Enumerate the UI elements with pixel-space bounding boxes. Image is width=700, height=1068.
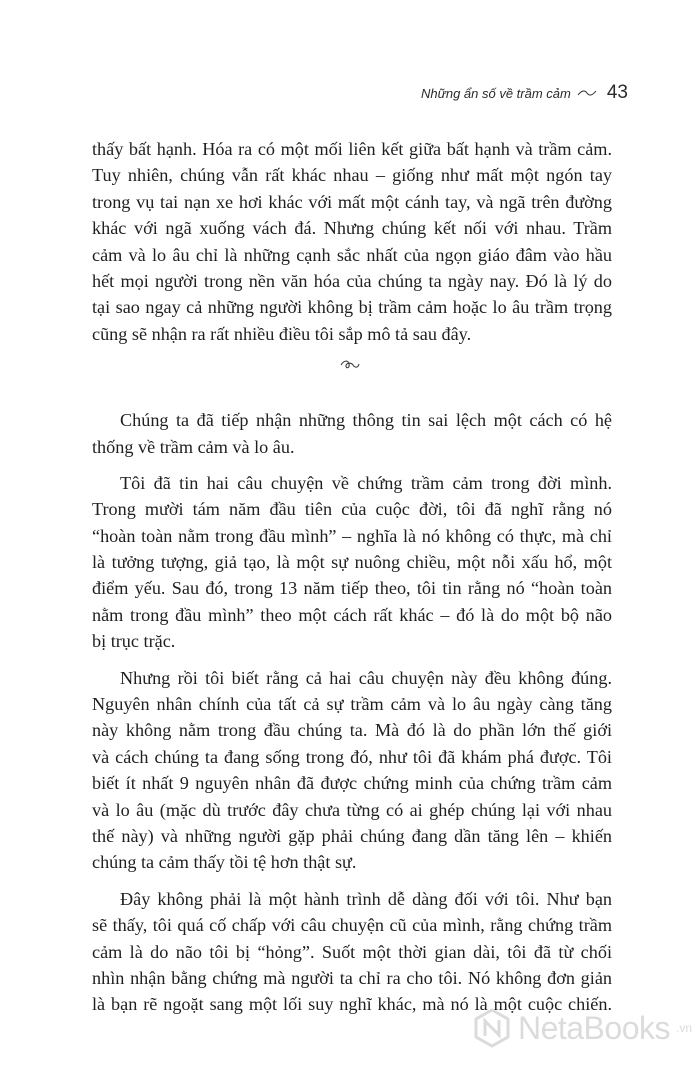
text-line: bị trục trặc. (92, 631, 176, 652)
paragraph (92, 136, 612, 347)
text-line: biết ít nhất 9 nguyên nhân đã được chứng minh của chứng trầm cảm (92, 773, 612, 794)
paragraph (92, 470, 612, 655)
running-header (421, 82, 628, 104)
watermark-suffix: .vn (675, 1021, 692, 1035)
text-line: Tuy nhiên, chúng vẫn rất khác nhau – giống như mất một ngón tay (92, 165, 612, 186)
text-line: cảm là do não tôi bị “hỏng”. Suốt một thời gian dài, tôi đã từ chối (92, 941, 612, 962)
text-line: “hoàn toàn nằm trong đầu mình” – nghĩa là nó không có thực, mà chỉ (92, 525, 612, 546)
text-line: nhìn nhận bằng chứng mà người ta chỉ ra cho tôi. Nó không đơn giản (92, 967, 612, 988)
text-line: chúng ta cảm thấy tồi tệ hơn thật sự. (92, 852, 357, 873)
text-line: sẽ thấy, tôi quá cố chấp với câu chuyện cũ của mình, rằng chứng trầm (92, 915, 612, 936)
text-line: điểm yếu. Sau đó, trong 13 năm tiếp theo, tôi tin rằng nó “hoàn toàn (92, 578, 612, 599)
text-line: thống về trầm cảm và lo âu. (92, 436, 295, 457)
swash-ornament-icon (577, 88, 597, 98)
text-line: cũng sẽ nhận ra rất nhiều điều tôi sắp mô tả sau đây. (92, 323, 472, 344)
text-line: thấy bất hạnh. Hóa ra có một mối liên kết giữa bất hạnh và trầm cảm. (92, 139, 612, 159)
text-line: Trong mười tám năm đầu tiên của cuộc đời, tôi đã nghĩ rằng nó (92, 499, 612, 520)
paragraph (92, 886, 612, 1018)
text-line: tại sao ngay cả những người không bị trầm cảm hoặc lo âu trầm trọng (92, 297, 612, 318)
text-line: hết mọi người trong nền văn hóa của chúng ta ngày nay. Đó là lý do (92, 270, 612, 291)
text-line: này không nằm trong đầu chúng ta. Mà đó là do phần lớn thế giới (92, 720, 612, 741)
text-line: khác với ngã xuống vách đá. Nhưng chúng kết nối với nhau. Trầm (92, 218, 612, 239)
text-line: Nguyên nhân chính của tất cả sự trầm cảm và lo âu ngày càng tăng (92, 694, 612, 715)
text-line: và cách chúng ta đang sống trong đó, như tôi đã khám phá được. Tôi (92, 746, 612, 767)
text-line: Chúng ta đã tiếp nhận những thông tin sai lệch một cách có hệ (120, 410, 612, 431)
page-number: 43 (606, 82, 628, 103)
text-line: cảm và lo âu chỉ là những cạnh sắc nhất của ngọn giáo đâm vào hầu (92, 244, 612, 265)
text-line: và lo âu (mặc dù trước đây chưa từng có ai ghép chúng lại với nhau (92, 799, 612, 820)
body-text (92, 136, 612, 1028)
text-line: Đây không phải là một hành trình dễ dàng đối với tôi. Như bạn (120, 888, 612, 909)
text-line: là tưởng tượng, giả tạo, là một sự nuông chiều, một nỗi xấu hổ, một (92, 552, 612, 573)
text-line: thế này) và những người gặp phải chúng đang dần tăng lên – khiến (92, 825, 612, 846)
text-line: là bạn rẽ ngoặt sang một lối suy nghĩ khác, mà nó là một cuộc chiến. (92, 994, 612, 1015)
paragraph (92, 665, 612, 876)
text-line: trong vụ tai nạn xe hơi khác với mất một cánh tay, và ngã trên đường (92, 191, 612, 212)
chapter-title: Những ẩn số về trầm cảm (421, 86, 571, 101)
watermark (472, 1008, 692, 1048)
text-line: Tôi đã tin hai câu chuyện về chứng trầm cảm trong đời mình. (120, 472, 612, 493)
text-line: nằm trong đầu mình” theo một cách rất khác – đó là do một bộ não (92, 604, 612, 625)
text-line: Nhưng rồi tôi biết rằng cả hai câu chuyện này đều không đúng. (120, 667, 612, 688)
section-separator (0, 358, 700, 372)
netabooks-logo-icon (472, 1008, 512, 1048)
watermark-brand: NetaBooks (517, 1009, 670, 1046)
flourish-icon (339, 358, 361, 372)
paragraph (92, 407, 612, 460)
